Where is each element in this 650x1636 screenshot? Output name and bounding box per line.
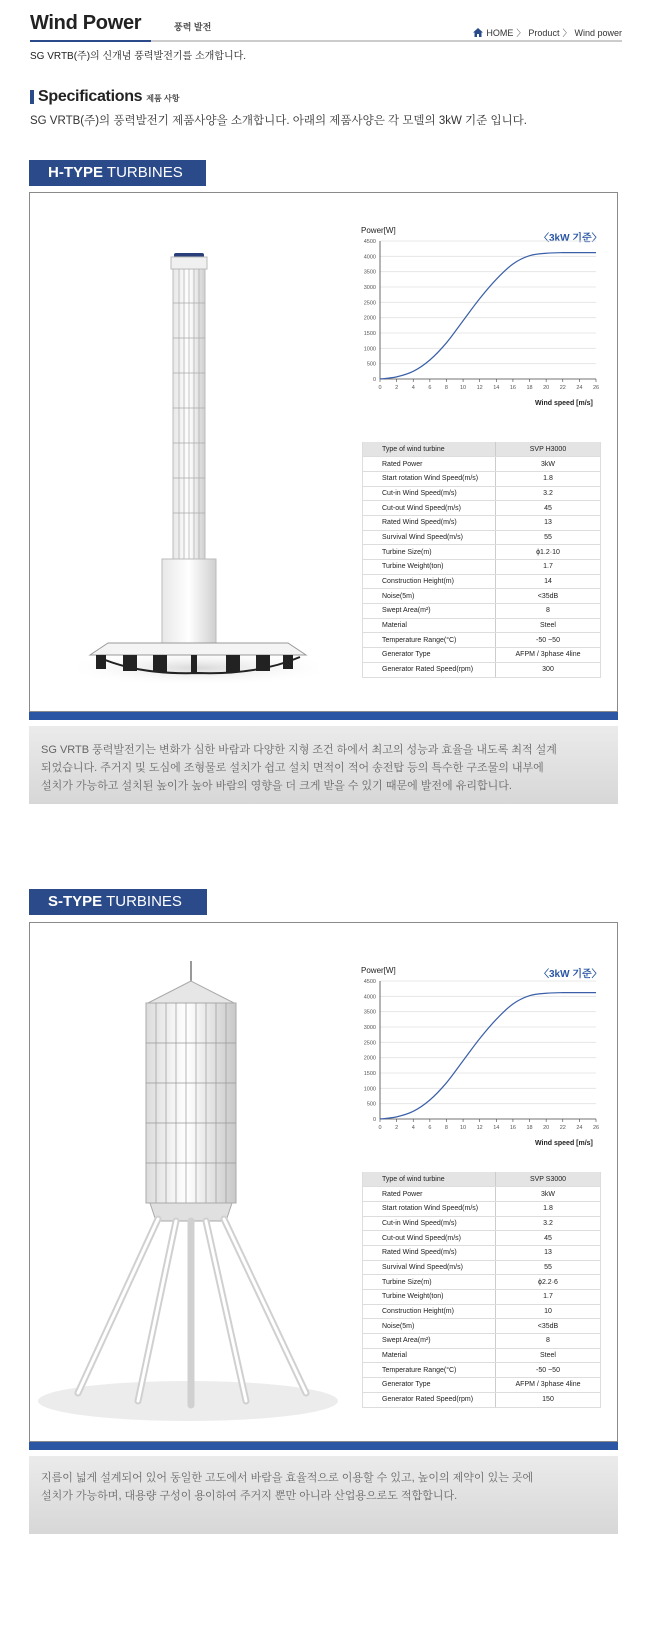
chart-ytick-label: 3500	[363, 1009, 376, 1016]
chart-ytick-label: 4000	[363, 994, 376, 1001]
breadcrumb-separator: 〉	[562, 28, 572, 38]
spec-value: 3.2	[496, 486, 601, 501]
header-divider	[30, 40, 622, 42]
spec-key: Generator Type	[363, 648, 496, 663]
chart-ytick-label: 4500	[363, 239, 376, 245]
spec-row	[363, 1290, 601, 1305]
h-type-turbine-image	[78, 243, 318, 683]
spec-row	[363, 662, 601, 677]
s-type-description	[29, 1456, 618, 1534]
chart-xtick-label: 6	[428, 1125, 432, 1131]
spec-key: Material	[363, 618, 496, 633]
spec-key: Temperature Range(°C)	[363, 633, 496, 648]
h-type-panel-bar	[29, 712, 618, 720]
spec-key: Start rotation Wind Speed(m/s)	[363, 1201, 496, 1216]
spec-key: Turbine Size(m)	[363, 1275, 496, 1290]
chart-xtick-label: 14	[493, 1125, 500, 1131]
heading-bar-icon	[30, 90, 34, 104]
chart-xtick-label: 2	[395, 385, 399, 391]
s-type-power-chart	[360, 963, 600, 1153]
spec-key: Swept Area(m²)	[363, 604, 496, 619]
chart-badge: 〈3kW 기준〉	[539, 233, 602, 244]
chart-xlabel: Wind speed [m/s]	[535, 1140, 593, 1147]
spec-value: 3.2	[496, 1216, 601, 1231]
specifications-heading	[30, 88, 179, 106]
spec-key: Noise(5m)	[363, 589, 496, 604]
chart-xtick-label: 0	[378, 1125, 382, 1131]
spec-value: 150	[496, 1392, 601, 1407]
spec-value: 8	[496, 604, 601, 619]
h-desc-line: SG VRTB 풍력발전기는 변화가 심한 바람과 다양한 지형 조건 하에서 최고의 성능과 효율을 내도록 최적 설계	[41, 744, 557, 756]
spec-value: Steel	[496, 618, 601, 633]
breadcrumb-home[interactable]: HOME	[486, 27, 514, 38]
spec-value: -50 ~50	[496, 1363, 601, 1378]
spec-key: Generator Rated Speed(rpm)	[363, 1392, 496, 1407]
page-title: Wind Power	[30, 12, 142, 34]
spec-row	[363, 1304, 601, 1319]
chart-ytick-label: 3000	[363, 1025, 376, 1031]
spec-key: Type of wind turbine	[363, 442, 496, 457]
s-type-spec-table	[362, 1172, 601, 1408]
spec-row	[363, 618, 601, 633]
s-type-chart-plot	[360, 963, 600, 1153]
spec-key: Turbine Weight(ton)	[363, 560, 496, 575]
specifications-title: Specifications	[38, 88, 143, 105]
spec-row	[363, 1378, 601, 1393]
chart-xtick-label: 26	[592, 385, 600, 391]
spec-key: Material	[363, 1348, 496, 1363]
spec-row	[363, 1334, 601, 1349]
spec-row	[363, 530, 601, 545]
spec-key: Swept Area(m²)	[363, 1334, 496, 1349]
spec-row	[363, 1260, 601, 1275]
breadcrumb-product[interactable]: Product	[528, 27, 560, 38]
s-type-tab-bold: S-TYPE	[48, 893, 103, 910]
chart-ytick-label: 2000	[363, 1055, 376, 1062]
s-type-panel-bar	[29, 1442, 618, 1450]
spec-key: Cut-in Wind Speed(m/s)	[363, 1216, 496, 1231]
h-type-chart-plot	[360, 223, 600, 413]
chart-ytick-label: 3500	[363, 269, 376, 276]
spec-key: Rated Wind Speed(m/s)	[363, 1245, 496, 1260]
chart-xtick-label: 26	[592, 1125, 600, 1131]
spec-value: 1.7	[496, 560, 601, 575]
chart-xtick-label: 18	[526, 385, 533, 391]
spec-key: Construction Height(m)	[363, 1304, 496, 1319]
spec-row	[363, 1275, 601, 1290]
spec-row	[363, 501, 601, 516]
chart-ytick-label: 2500	[363, 1040, 376, 1047]
s-type-tab-rest: TURBINES	[102, 893, 182, 910]
chart-xtick-label: 0	[378, 385, 382, 391]
chart-ytick-label: 1500	[363, 331, 376, 337]
spec-row	[363, 589, 601, 604]
chart-ytick-label: 4000	[363, 254, 376, 261]
chart-xtick-label: 10	[460, 1125, 467, 1131]
chart-ytick-label: 3000	[363, 285, 376, 291]
chart-xtick-label: 4	[411, 1125, 415, 1131]
spec-row	[363, 604, 601, 619]
chart-xlabel: Wind speed [m/s]	[535, 400, 593, 407]
chart-ylabel: Power[W]	[361, 966, 396, 975]
spec-value: AFPM / 3phase 4line	[496, 1378, 601, 1393]
spec-key: Rated Wind Speed(m/s)	[363, 515, 496, 530]
spec-value: SVP H3000	[496, 442, 601, 457]
spec-row	[363, 1392, 601, 1407]
page-header	[30, 12, 622, 42]
spec-value: ϕ2.2·6	[496, 1275, 601, 1290]
s-desc-line: 지름이 넓게 설계되어 있어 동일한 고도에서 바람을 효율적으로 이용할 수 있고, 높이의 제약이 있는 곳에	[41, 1472, 534, 1484]
spec-value: 10	[496, 1304, 601, 1319]
spec-row	[363, 648, 601, 663]
chart-xtick-label: 22	[559, 385, 566, 391]
spec-row	[363, 1231, 601, 1246]
spec-row	[363, 1363, 601, 1378]
spec-value: 13	[496, 515, 601, 530]
spec-row	[363, 560, 601, 575]
chart-ytick-label: 0	[372, 1117, 376, 1123]
s-type-tab	[29, 889, 207, 915]
chart-xtick-label: 20	[543, 1125, 550, 1131]
chart-xtick-label: 8	[444, 385, 448, 391]
spec-key: Noise(5m)	[363, 1319, 496, 1334]
spec-row	[363, 574, 601, 589]
s-type-turbine-image	[38, 953, 348, 1423]
chart-xtick-label: 16	[509, 385, 516, 391]
chart-ytick-label: 1000	[363, 346, 376, 353]
spec-key: Survival Wind Speed(m/s)	[363, 530, 496, 545]
chart-ytick-label: 1500	[363, 1071, 376, 1077]
spec-key: Survival Wind Speed(m/s)	[363, 1260, 496, 1275]
spec-row	[363, 1319, 601, 1334]
chart-xtick-label: 20	[543, 385, 550, 391]
spec-value: 1.7	[496, 1290, 601, 1305]
h-desc-line: 설치가 가능하고 설치된 높이가 높아 바람의 영향을 더 크게 받을 수 있기 때문에 발전에 유리합니다.	[41, 780, 512, 792]
spec-row	[363, 486, 601, 501]
spec-value: 45	[496, 1231, 601, 1246]
h-type-panel	[29, 192, 618, 712]
page-intro: SG VRTB(주)의 신개념 풍력발전기를 소개합니다.	[30, 51, 247, 62]
spec-key: Temperature Range(°C)	[363, 1363, 496, 1378]
spec-row	[363, 1201, 601, 1216]
spec-value: 1.8	[496, 1201, 601, 1216]
chart-ytick-label: 0	[372, 377, 376, 383]
spec-key: Cut-in Wind Speed(m/s)	[363, 486, 496, 501]
spec-key: Generator Type	[363, 1378, 496, 1393]
breadcrumb-current: Wind power	[574, 27, 622, 38]
spec-value: 300	[496, 662, 601, 677]
spec-value: -50 ~50	[496, 633, 601, 648]
chart-xtick-label: 12	[476, 385, 483, 391]
h-type-tab	[29, 160, 206, 186]
spec-value: 3kW	[496, 457, 601, 472]
chart-xtick-label: 2	[395, 1125, 399, 1131]
spec-row	[363, 457, 601, 472]
spec-row	[363, 1172, 601, 1187]
page-title-sub: 풍력 발전	[174, 22, 212, 32]
spec-key: Cut-out Wind Speed(m/s)	[363, 501, 496, 516]
spec-value: Steel	[496, 1348, 601, 1363]
chart-ytick-label: 4500	[363, 979, 376, 985]
spec-value: 55	[496, 1260, 601, 1275]
chart-ytick-label: 500	[366, 361, 376, 368]
spec-row	[363, 515, 601, 530]
spec-value: 3kW	[496, 1187, 601, 1202]
spec-row	[363, 442, 601, 457]
chart-xtick-label: 24	[576, 385, 583, 391]
spec-key: Construction Height(m)	[363, 574, 496, 589]
h-type-tab-rest: TURBINES	[103, 164, 183, 181]
home-icon[interactable]	[473, 28, 483, 37]
chart-xtick-label: 18	[526, 1125, 533, 1131]
spec-key: Cut-out Wind Speed(m/s)	[363, 1231, 496, 1246]
spec-row	[363, 471, 601, 486]
spec-value: <35dB	[496, 1319, 601, 1334]
h-type-power-chart	[360, 223, 600, 413]
specifications-description: SG VRTB(주)의 풍력발전기 제품사양을 소개합니다. 아래의 제품사양은 각 모델의 3kW 기준 입니다.	[30, 115, 527, 127]
spec-value: 1.8	[496, 471, 601, 486]
spec-value: 45	[496, 501, 601, 516]
chart-ytick-label: 1000	[363, 1086, 376, 1093]
spec-key: Turbine Size(m)	[363, 545, 496, 560]
chart-xtick-label: 24	[576, 1125, 583, 1131]
spec-value: AFPM / 3phase 4line	[496, 648, 601, 663]
spec-row	[363, 633, 601, 648]
spec-value: ϕ1.2·10	[496, 545, 601, 560]
h-type-spec-table	[362, 442, 601, 678]
spec-value: 14	[496, 574, 601, 589]
chart-badge: 〈3kW 기준〉	[539, 969, 602, 980]
h-type-tab-bold: H-TYPE	[48, 164, 104, 181]
spec-key: Start rotation Wind Speed(m/s)	[363, 471, 496, 486]
chart-xtick-label: 6	[428, 385, 432, 391]
breadcrumb-separator: 〉	[516, 28, 526, 38]
chart-xtick-label: 12	[476, 1125, 483, 1131]
chart-xtick-label: 8	[444, 1125, 448, 1131]
spec-value: <35dB	[496, 589, 601, 604]
spec-row	[363, 1348, 601, 1363]
spec-key: Generator Rated Speed(rpm)	[363, 662, 496, 677]
s-type-panel	[29, 922, 618, 1442]
h-desc-line: 되었습니다. 주거지 및 도심에 조형물로 설치가 쉽고 설치 면적이 적어 송전탑 등의 특수한 구조물의 내부에	[41, 762, 544, 774]
breadcrumb	[473, 26, 622, 39]
chart-ytick-label: 2000	[363, 315, 376, 322]
chart-xtick-label: 16	[509, 1125, 516, 1131]
spec-key: Type of wind turbine	[363, 1172, 496, 1187]
spec-key: Rated Power	[363, 1187, 496, 1202]
chart-xtick-label: 10	[460, 385, 467, 391]
spec-row	[363, 545, 601, 560]
spec-row	[363, 1245, 601, 1260]
chart-ylabel: Power[W]	[361, 226, 396, 235]
spec-value: 8	[496, 1334, 601, 1349]
spec-row	[363, 1216, 601, 1231]
s-desc-line: 설치가 가능하며, 대용량 구성이 용이하여 주거지 뿐만 아니라 산업용으로도 적합합니다.	[41, 1490, 458, 1502]
chart-xtick-label: 14	[493, 385, 500, 391]
spec-value: 13	[496, 1245, 601, 1260]
spec-value: SVP S3000	[496, 1172, 601, 1187]
spec-row	[363, 1187, 601, 1202]
spec-key: Turbine Weight(ton)	[363, 1290, 496, 1305]
chart-xtick-label: 4	[411, 385, 415, 391]
chart-ytick-label: 500	[366, 1101, 376, 1108]
specifications-sub: 제품 사항	[146, 94, 180, 103]
chart-ytick-label: 2500	[363, 300, 376, 307]
h-type-description	[29, 726, 618, 804]
chart-xtick-label: 22	[559, 1125, 566, 1131]
spec-value: 55	[496, 530, 601, 545]
spec-key: Rated Power	[363, 457, 496, 472]
